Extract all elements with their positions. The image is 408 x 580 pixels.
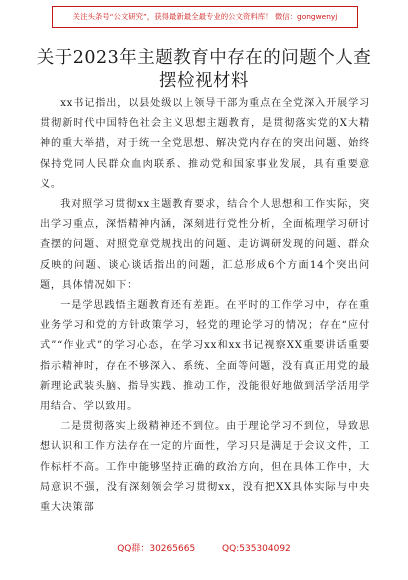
paragraph-issue-1: 一是学思践悟主题教育还有差距。在平时的工作学习中，存在重业务学习和党的方针政策学习，轻党的理论学习的情况；存在“应付式”“作业式”的学习心态，在学习xx和xx书记视察XX重要讲话重要指示精神时，存在不够深入、系统、全面等问题，没有真正用党的最新理论武装头脑、指导实践、推动工作，没能很好地做到活学活用学用结合、学以致用。 [40, 300, 370, 413]
paragraph-overview: 我对照学习贯彻xx主题教育要求，结合个人思想和工作实际，突出学习重点，深悟精神内涵，深刻进行党性分析，全面梳理学习研讨查摆的问题、对照党章党规找出的问题、走访调研发现的问题、群众反映的问题、谈心谈话指出的问题，汇总形成6个方面14个突出问题，具体情况如下： [40, 199, 370, 291]
promo-banner: 关注头条号“公文研究”，获得最新最全最专业的公文资料库！ 微信：gongwenyj [52, 6, 358, 28]
footer-qq: QQ:535304092 [222, 544, 291, 554]
document-title-line-1: 关于2023年主题教育中存在的问题个人查 [36, 48, 372, 68]
footer-contact [0, 541, 408, 554]
footer-qq-group: QQ群：30265665 [117, 544, 196, 554]
paragraph-issue-2: 二是贯彻落实上级精神还不到位。由于理论学习不到位，导致思想认识和工作方法存在一定的片面性，学习只是满足于会议文件，工作标杆不高。工作中能够坚持正确的政治方向，但在具体工作中，大局意识不强，没有深刻领会学习贯彻xx，没有把XX具体实际与中央重大决策部 [40, 421, 370, 514]
paragraph-intro: xx书记指出，以县处级以上领导干部为重点在全党深入开展学习贯彻新时代中国特色社会主义思想主题教育，是贯彻落实党的X大精神的重大举措，对于统一全党思想、解决党内存在的突出问题、始终保持党同人民群众血肉联系、推动党和国家事业发展，具有重要意义。 [40, 98, 370, 190]
document-body [40, 94, 370, 518]
document-title-line-2: 摆检视材料 [159, 71, 249, 91]
